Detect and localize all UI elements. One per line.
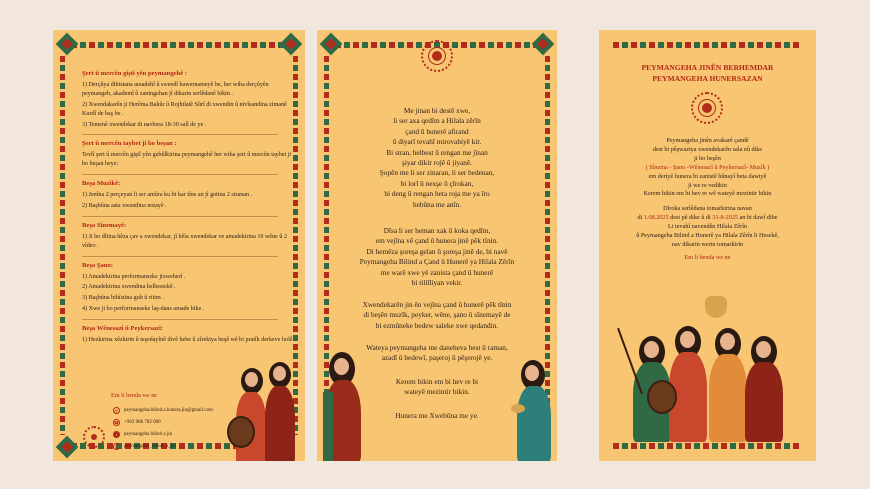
section-title-theatre: Beşa Şano: <box>82 261 113 269</box>
poem-stanza-1 <box>317 106 557 210</box>
contact-block <box>113 392 233 452</box>
poem-line: Kerem bikin em bi hev re bi <box>395 377 479 386</box>
poem-line: Şopên me li ser zinaran, li ser bedenan, <box>379 168 495 178</box>
phone-icon: ☎ <box>114 419 119 425</box>
announcement-panel <box>599 30 816 461</box>
contact-facebook-text: peymangeha bilind a jin <box>124 431 173 437</box>
divider <box>82 216 278 217</box>
poem-line: Di hemêza şoreşa gelan û şoreşa jinê de, bi navê <box>366 246 508 256</box>
date-end: 31-8-2025 <box>712 213 739 221</box>
instagram-icon: ◎ <box>114 443 119 449</box>
contact-email[interactable] <box>113 404 233 416</box>
poem-line: Me jinan bi destê xwe, <box>403 106 471 115</box>
requirements-panel <box>53 30 305 461</box>
requirement-item: 3) Başbûna bihîstina guh û ritim . <box>82 295 164 302</box>
institute-logo <box>691 92 723 124</box>
dates-intro: Dîroka serlêdana tomarkirina navan <box>663 205 752 212</box>
poem-line: şiyar dikir rojê û jiyanê. <box>402 158 472 168</box>
poem-stanza-2 <box>317 226 557 288</box>
ornament-border-top <box>71 42 287 48</box>
poem-stanza-3 <box>317 300 557 331</box>
poem-line: li ser axa qedîm a Hilala zêrîn <box>393 116 481 126</box>
poem-line: bi lorî û nexşe û çîrokan, <box>400 178 474 188</box>
section-title-painting: Beşa Wênesazî û Peykersazî: <box>82 325 164 333</box>
registration-dates <box>599 205 816 262</box>
body-line: em deriyê hunera bi zanistê hûnayî beta dawiyê <box>648 172 767 180</box>
requirement-item: 1) Jenîna 2 perçeyan li ser amûra ku bi kar tîne an jî gotina 2 stranan . <box>82 192 253 199</box>
divider <box>82 134 278 135</box>
contact-facebook[interactable] <box>113 428 233 440</box>
illustration-women-group <box>627 296 795 446</box>
section-title-music: Beşa Muzîkê: <box>82 180 121 188</box>
body-line: nav dikarin werin tomarkirin <box>671 240 744 248</box>
institute-logo <box>421 40 453 72</box>
ornament-corner <box>280 33 303 56</box>
text-fragment: an bi dawî dibe <box>738 213 778 221</box>
requirement-item: 1) Hezkirina xêzkirin û teşedayînê divê hebe û zîrekiya beşê wê bi pratîk derkeve holê <box>82 337 293 344</box>
poem-line: Dîsa li ser heman xak û koka qedîm, <box>383 226 491 235</box>
general-requirements-heading: Şert û mercên giştî yên peymangehê : <box>82 70 187 77</box>
facebook-icon: f <box>113 431 120 438</box>
poem-line: bi tiliîliyan vekir. <box>411 278 463 288</box>
poem-line: azadî û bedewî, paşeroj û pêşerojê ye. <box>381 353 493 363</box>
announcement-title <box>599 62 816 84</box>
body-line: Kerem bikin em bi hev re wê wateyê mezintir bikin <box>643 190 772 198</box>
body-line: dest bi pêşwaziya xwendekarên sala nû dike <box>652 145 763 153</box>
ornament-border-top <box>613 42 802 48</box>
text-fragment: di <box>637 213 644 221</box>
body-line: ji bo beşên <box>694 154 721 162</box>
date-start: 1.08.2025 <box>643 213 669 221</box>
special-requirements-intro: Tevlî şert û mercên giştî yên gebûlkirina peymangehê her wiha şert û mercên taybet ji bo beşan heye: <box>82 152 292 168</box>
requirement-item: 1) Amadekirina performanseke jixweberî . <box>82 273 186 280</box>
section-title-cinema: Beşa Sînemayê: <box>82 221 127 229</box>
special-requirements-heading: Şert û mercên taybet ji bo beşan : <box>82 140 177 148</box>
body-line: û Peymangeha Bilind a Hunerê ya Hilala Zêrîn li Hesekê, <box>636 231 779 239</box>
requirements-text <box>82 70 296 345</box>
dates-line <box>599 214 816 223</box>
body-line: ji we re vedikin <box>688 181 727 189</box>
poem-line: me warê xwe yê zanista çand û hunerê <box>380 267 494 277</box>
illustration-women <box>231 360 301 461</box>
divider <box>82 319 278 320</box>
ornament-corner <box>320 33 343 56</box>
poem-panel <box>317 30 557 461</box>
poem-line: Bi stran, helbest û rengan me jînan <box>386 147 488 157</box>
contact-email-text: peymangeha.bilind.a.hunera.jin@gmail.com <box>124 407 213 413</box>
requirement-item: 2) Başbûna asta xwendina notayê . <box>82 202 167 209</box>
poem-line: Hunera me Xwebûna me ye. <box>395 411 479 420</box>
poem-line: em vejîna vê çand û hunera jinê pêk tînin. <box>375 236 499 246</box>
poem-line: wateyê mezintir bikin. <box>404 387 470 397</box>
poem-line: bi deng û rengan heta roja me ya îro <box>384 189 490 199</box>
closing-line: Em li benda we ne <box>684 253 731 261</box>
requirement-item: 2) Amadekirina xwendina helbestekê . <box>82 284 176 291</box>
announcement-body <box>599 137 816 199</box>
ornament-corner <box>56 436 79 459</box>
text-fragment: dest pê dike û di <box>668 213 713 221</box>
illustration-woman-right <box>513 360 557 461</box>
theatre-masks-icon <box>705 296 727 318</box>
ornament-border-left <box>60 56 65 435</box>
poem-line: Peymangeha Bilind a Çand û Hunerê ya Hilala Zêrîn <box>359 257 515 267</box>
ornament-corner <box>56 33 79 56</box>
divider <box>82 256 278 257</box>
title-line-1: PEYMANGEHA JINÊN BERHEMDAR <box>641 63 774 72</box>
poem-line: bi ezmûneke bedew saleke xwe qedandin. <box>375 320 499 330</box>
requirement-item: 2) Xwendakarên ji Herêma Bakûr û Rojhilatê Sûrî di xwendin û nivîsandina zimanê Kurdî de baş be . <box>82 101 287 117</box>
poem-line: di beşên muzîk, peyker, wêne, şano û sînemayê de <box>363 310 511 320</box>
poem-line: hebûna me anîn. <box>412 199 462 209</box>
departments-list: ( Sînema - Şano -Wênesazî û Peykersazî- Muzîk ) <box>645 163 770 171</box>
email-icon: @ <box>114 407 119 413</box>
poem-line: Xwendekarên jin ên vejîna çand û hunerê pêk tînin <box>362 300 512 309</box>
requirement-item: 4) Xwe ji bo performanseke laş-dans amade bike . <box>82 306 205 313</box>
contact-instagram[interactable] <box>113 440 233 452</box>
requirement-item: 1) Derçûya dibistana amadehî û sweedî bawernameyê be, her wiha derçûyên peymangeh, akademî û zaningehan jî dikarin serlêdanê bikin . <box>82 81 269 97</box>
illustration-woman-left <box>319 352 369 461</box>
body-line: Peymangeha jinên avakarê çandê <box>666 137 749 144</box>
poem-line: Wateya peymangeha me daneheva hest û raman, <box>366 343 508 352</box>
contact-heading: Em li benda we ne <box>111 392 158 399</box>
body-line: Li tevahî navendên Hilala Zêrîn <box>667 222 748 230</box>
ornament-corner <box>532 33 555 56</box>
contact-phone[interactable] <box>113 416 233 428</box>
contact-instagram-text: peymangeha_bilind_a_jin <box>124 443 176 449</box>
divider <box>82 174 278 175</box>
requirement-item: 1) Ji bo dîtina hêza çav a xwendekar, jî hêla xwendekar ve amadekirina 10 wêne û 2 vîdeo . <box>82 233 287 249</box>
institute-logo <box>83 426 105 448</box>
poem-line: çand û hunerê afirand <box>405 126 469 136</box>
contact-phone-text: +963 986 782 000 <box>124 419 161 425</box>
requirement-item: 3) Temenê xwendekar di navbera 18-30 salî de ye . <box>82 121 207 128</box>
title-line-2: PEYMANGEHA HUNERSAZAN <box>652 74 763 83</box>
poem-line: û diyarî tevahî mirovahiyê kir. <box>392 137 482 147</box>
